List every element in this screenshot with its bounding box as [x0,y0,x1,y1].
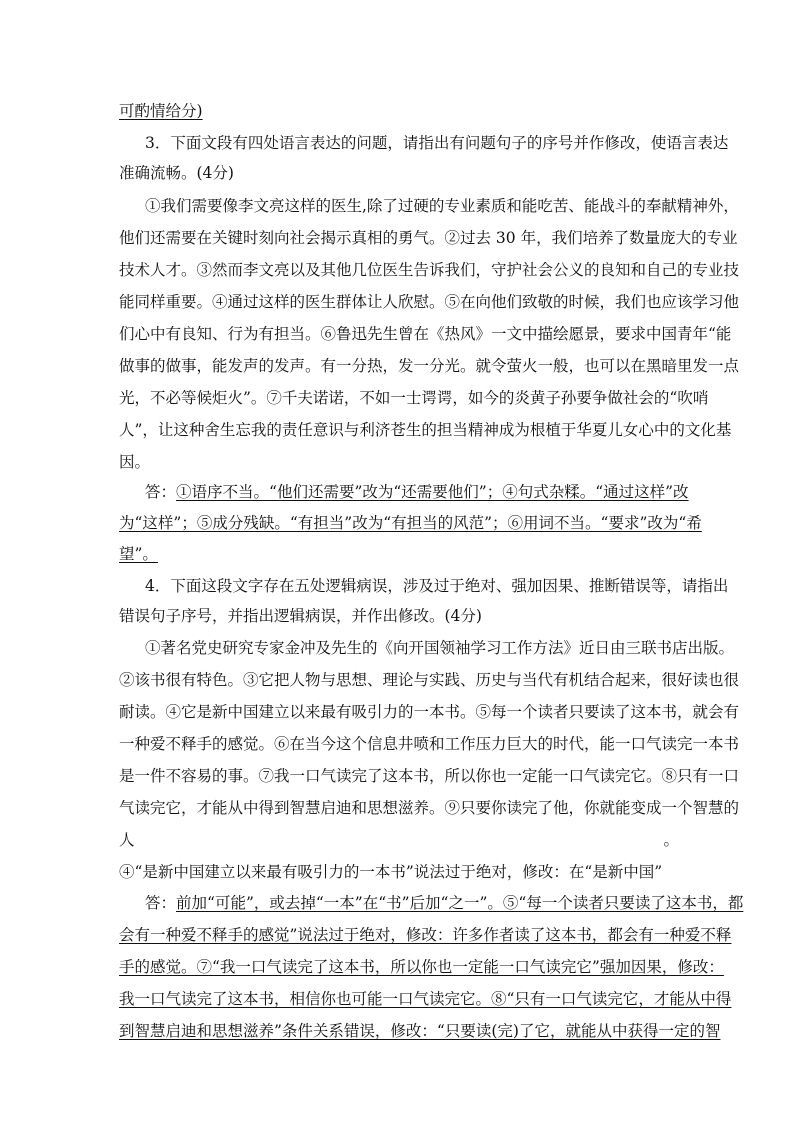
passage-3-line-2: 他们还需要在关键时刻向社会揭示真相的勇气。②过去 30 年，我们培养了数量庞大的专业 [119,229,738,247]
question-4-line-1: 4．下面这段文字存在五处逻辑病误，涉及过于绝对、强加因果、推断错误等，请指出 [145,577,729,595]
question-4-line-2: 错误句子序号，并指出逻辑病误，并作出修改。(4分) [119,607,482,625]
passage-3-line-9: 因。 [119,453,151,471]
question-3-line-2: 准确流畅。(4分) [119,164,234,182]
prev-answer-tail: 可酌情给分) [119,102,203,120]
passage-3-line-1: ①我们需要像李文亮这样的医生,除了过硬的专业素质和能吃苦、能战斗的奉献精神外， [145,197,739,215]
passage-4-line-4: 一种爱不释手的感觉。⑥在当今这个信息井喷和工作压力巨大的时代，能一口气读完一本书 [119,735,740,753]
passage-3-line-8: 人”，让这种舍生忘我的责任意识与利济苍生的担当精神成为根植于华夏儿女心中的文化基 [119,421,732,439]
answer-4-line-1 [145,893,744,913]
passage-3-line-5: 们心中有良知、行为有担当。⑥鲁迅先生曾在《热风》一文中描绘愿景，要求中国青年“能 [119,325,732,343]
answer-4-line-2: 会有一种爱不释手的感觉”说法过于绝对，修改：许多作者读了这本书，都会有一种爱不释 [119,926,732,944]
answer-3-line-2: 为“这样”；⑤成分残缺。“有担当”改为“有担当的风范”；⑥用词不当。“要求”改为“希 [119,514,702,532]
answer-label: 答： [145,483,177,501]
passage-4-line-3: 耐读。④它是新中国建立以来最有吸引力的一本书。⑤每一个读者只要读了这本书，就会有 [119,703,740,721]
question-3-line-1: 3．下面文段有四处语言表达的问题，请指出有问题句子的序号并作修改，使语言表达 [145,134,729,152]
passage-3-line-3: 技术人才。③然而李文亮以及其他几位医生告诉我们，守护社会公义的良知和自己的专业技 [119,261,740,279]
answer-3-line-3: 望”。 [119,545,158,563]
answer-4-text-1: 前加“可能”，或去掉“一本”在“书”后加“之一”。⑤“每一个读者只要读了这本书，都 [176,894,744,912]
passage-4-line-2: ②该书很有特色。③它把人物与思想、理论与实践、历史与当代有机结合起来，很好读也很 [119,671,740,689]
passage-4-line-5: 是一件不容易的事。⑦我一口气读完了这本书，所以你也一定能一口气读完它。⑧只有一口 [119,767,740,785]
answer-label: 答： [145,894,177,912]
passage-3-line-4: 能同样重要。④通过这样的医生群体让人欣慰。⑤在向他们致敬的时候，我们也应该学习他 [119,293,740,311]
passage-3-line-7: 光，不必等候炬火”。⑦千夫诺诺，不如一士谔谔，如今的炎黄子孙要争做社会的“吹哨 [119,389,709,407]
passage-3-line-6: 做事的做事，能发声的发声。有一分热，发一分光。就令萤火一般，也可以在黑暗里发一点 [119,357,740,375]
passage-4-line-7: 人。 [119,831,679,849]
passage-4-line-8: ④“是新中国建立以来最有吸引力的一本书”说法过于绝对，修改：在“是新中国” [119,863,663,881]
answer-3-text-1: ①语序不当。“他们还需要”改为“还需要他们”；④句式杂糅。“通过这样”改 [176,483,689,501]
answer-4-line-4: 我一口气读完了这本书，相信你也可能一口气读完它。⑧“只有一口气读完它，才能从中得 [119,990,732,1008]
passage-4-line-6: 气读完它，才能从中得到智慧启迪和思想滋养。⑨只要你读完了他，你就能变成一个智慧的 [119,799,740,817]
answer-4-line-5: 到智慧启迪和思想滋养”条件关系错误，修改：“只要读(完)了它，就能从中获得一定的智 [119,1022,721,1040]
passage-4-line-1: ①著名党史研究专家金冲及先生的《向开国领袖学习工作方法》近日由三联书店出版。 [145,639,735,657]
answer-3-line-1 [145,482,689,502]
answer-4-line-3: 手的感觉。⑦“我一口气读完了这本书，所以你也一定能一口气读完它”强加因果，修改： [119,958,724,976]
